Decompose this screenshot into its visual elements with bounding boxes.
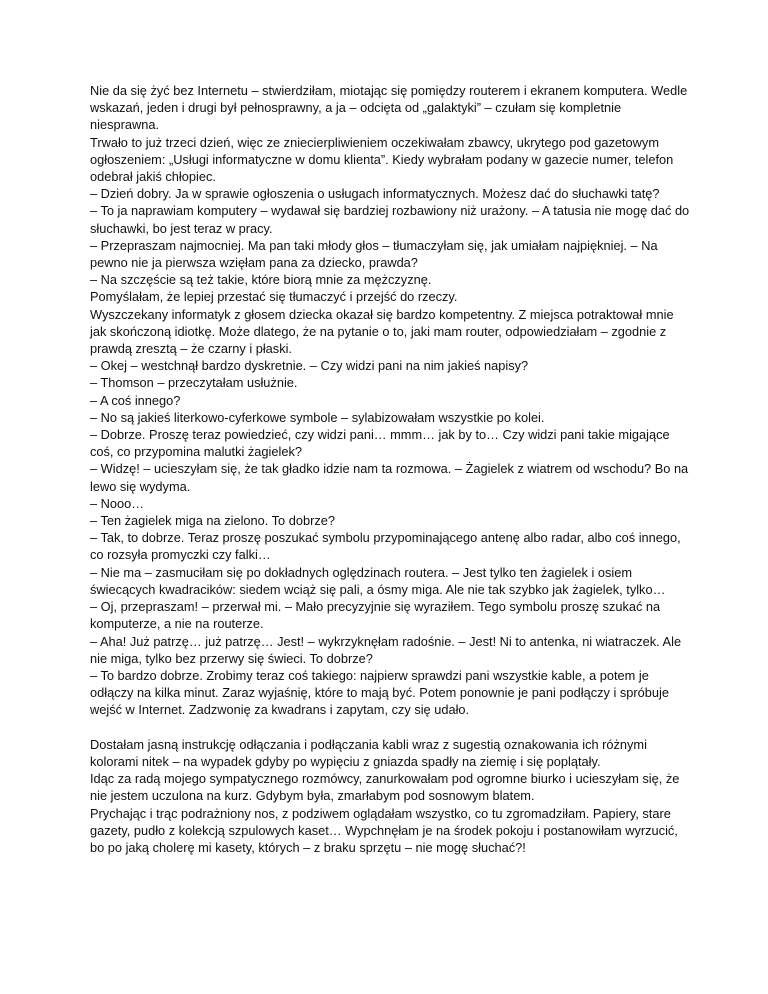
- paragraph: Dostałam jasną instrukcję odłączania i podłączania kabli wraz z sugestią oznakowania ich różnymi kolorami nitek – na wypadek gdyby po wypięciu z gniazda spadły na ziemię i się poplątały.: [90, 736, 647, 769]
- paragraph: – To bardzo dobrze. Zrobimy teraz coś takiego: najpierw sprawdzi pani wszystkie kable, a potem je odłączy na kilka minut. Zaraz wyjaśnię, które to mają być. Potem ponownie je pani podłączy i spróbuje wejść w Internet. Zadzwonię za kwadrans i zapytam, czy się udało.: [90, 667, 669, 718]
- paragraph: – Oj, przepraszam! – przerwał mi. – Mało precyzyjnie się wyraziłem. Tego symbolu proszę szukać na komputerze, a nie na routerze.: [90, 599, 661, 632]
- paragraph: Trwało to już trzeci dzień, więc ze zniecierpliwieniem oczekiwałam zbawcy, ukrytego pod gazetowym ogłoszeniem: „Usługi informatyczne w domu klienta”. Kiedy wybrałam podany w gazecie numer, telefon odebrał jakiś chłopiec.: [90, 134, 674, 185]
- paragraph: – Dzień dobry. Ja w sprawie ogłoszenia o usługach informatycznych. Możesz dać do słuchawki tatę?: [90, 186, 660, 202]
- paragraph: – Nie ma – zasmuciłam się po dokładnych oględzinach routera. – Jest tylko ten żagielek i osiem świecących kwadracików: siedem wciąż się pali, a ósmy miga. Ale nie tak szybko jak żagielek, tylko…: [90, 564, 666, 597]
- paragraph: – No są jakieś literkowo-cyferkowe symbole – sylabizowałam wszystkie po kolei.: [90, 409, 545, 425]
- paragraph: – Okej – westchnął bardzo dyskretnie. – Czy widzi pani na nim jakieś napisy?: [90, 358, 529, 374]
- paragraph: – Aha! Już patrzę… już patrzę… Jest! – wykrzyknęłam radośnie. – Jest! Ni to antenka, ni wiatraczek. Ale nie miga, tylko bez przerwy się świeci. To dobrze?: [90, 633, 682, 666]
- paragraph: – Dobrze. Proszę teraz powiedzieć, czy widzi pani… mmm… jak by to… Czy widzi pani takie migające coś, co przypomina malutki żagielek?: [90, 427, 670, 460]
- paragraph: – Ten żagielek miga na zielono. To dobrze?: [90, 513, 335, 529]
- paragraph: – Thomson – przeczytałam usłużnie.: [90, 375, 298, 391]
- paragraph: Nie da się żyć bez Internetu – stwierdziłam, miotając się pomiędzy routerem i ekranem komputera. Wedle wskazań, jeden i drugi był pełnosprawny, a ja – odcięta od „galaktyki” – czułam się kompletnie niesprawna.: [90, 83, 688, 133]
- paragraph: – Przepraszam najmocniej. Ma pan taki młody głos – tłumaczyłam się, jak umiałam najpiękniej. – Na pewno nie ja pierwsza wzięłam pana za dziecko, prawda?: [90, 237, 658, 271]
- paragraph: Pomyślałam, że lepiej przestać się tłumaczyć i przejść do rzeczy.: [90, 289, 458, 305]
- paragraph: – Widzę! – ucieszyłam się, że tak gładko idzie nam ta rozmowa. – Żagielek z wiatrem od wschodu? Bo na lewo się wydyma.: [90, 461, 689, 494]
- paragraph: – A coś innego?: [90, 392, 181, 408]
- paragraph: Wyszczekany informatyk z głosem dziecka okazał się bardzo kompetentny. Z miejsca potraktował mnie jak skończoną idiotkę. Może dlatego, że na pytanie o to, jaki mam router, odpowiedziałam – zgodnie z prawdą zresztą – że czarny i płaski.: [90, 306, 674, 357]
- paragraph: – Tak, to dobrze. Teraz proszę poszukać symbolu przypominającego antenę albo radar, albo coś innego, co rozsyła promyczki czy falki…: [90, 530, 681, 563]
- paragraph: – To ja naprawiam komputery – wydawał się bardziej rozbawiony niż urażony. – A tatusia nie mogę dać do słuchawki, bo jest teraz w pracy.: [90, 203, 690, 236]
- document-page: [90, 82, 690, 856]
- paragraph: Prychając i trąc podrażniony nos, z podziwem oglądałam wszystko, co tu zgromadziłam. Papiery, stare gazety, pudło z kolekcją szpulowych kaset… Wypchnęłam je na środek pokoju i postanowiłam wyrzucić, bo po jaką cholerę mi kasety, których – z braku sprzętu – nie mogę słuchać?!: [90, 805, 678, 855]
- paragraph: – Nooo…: [90, 495, 145, 511]
- paragraph: – Na szczęście są też takie, które biorą mnie za mężczyznę.: [90, 272, 432, 288]
- paragraph: Idąc za radą mojego sympatycznego rozmówcy, zanurkowałam pod ogromne biurko i ucieszyłam się, że nie jestem uczulona na kurz. Gdybym była, zmarłabym pod sosnowym blatem.: [90, 771, 680, 804]
